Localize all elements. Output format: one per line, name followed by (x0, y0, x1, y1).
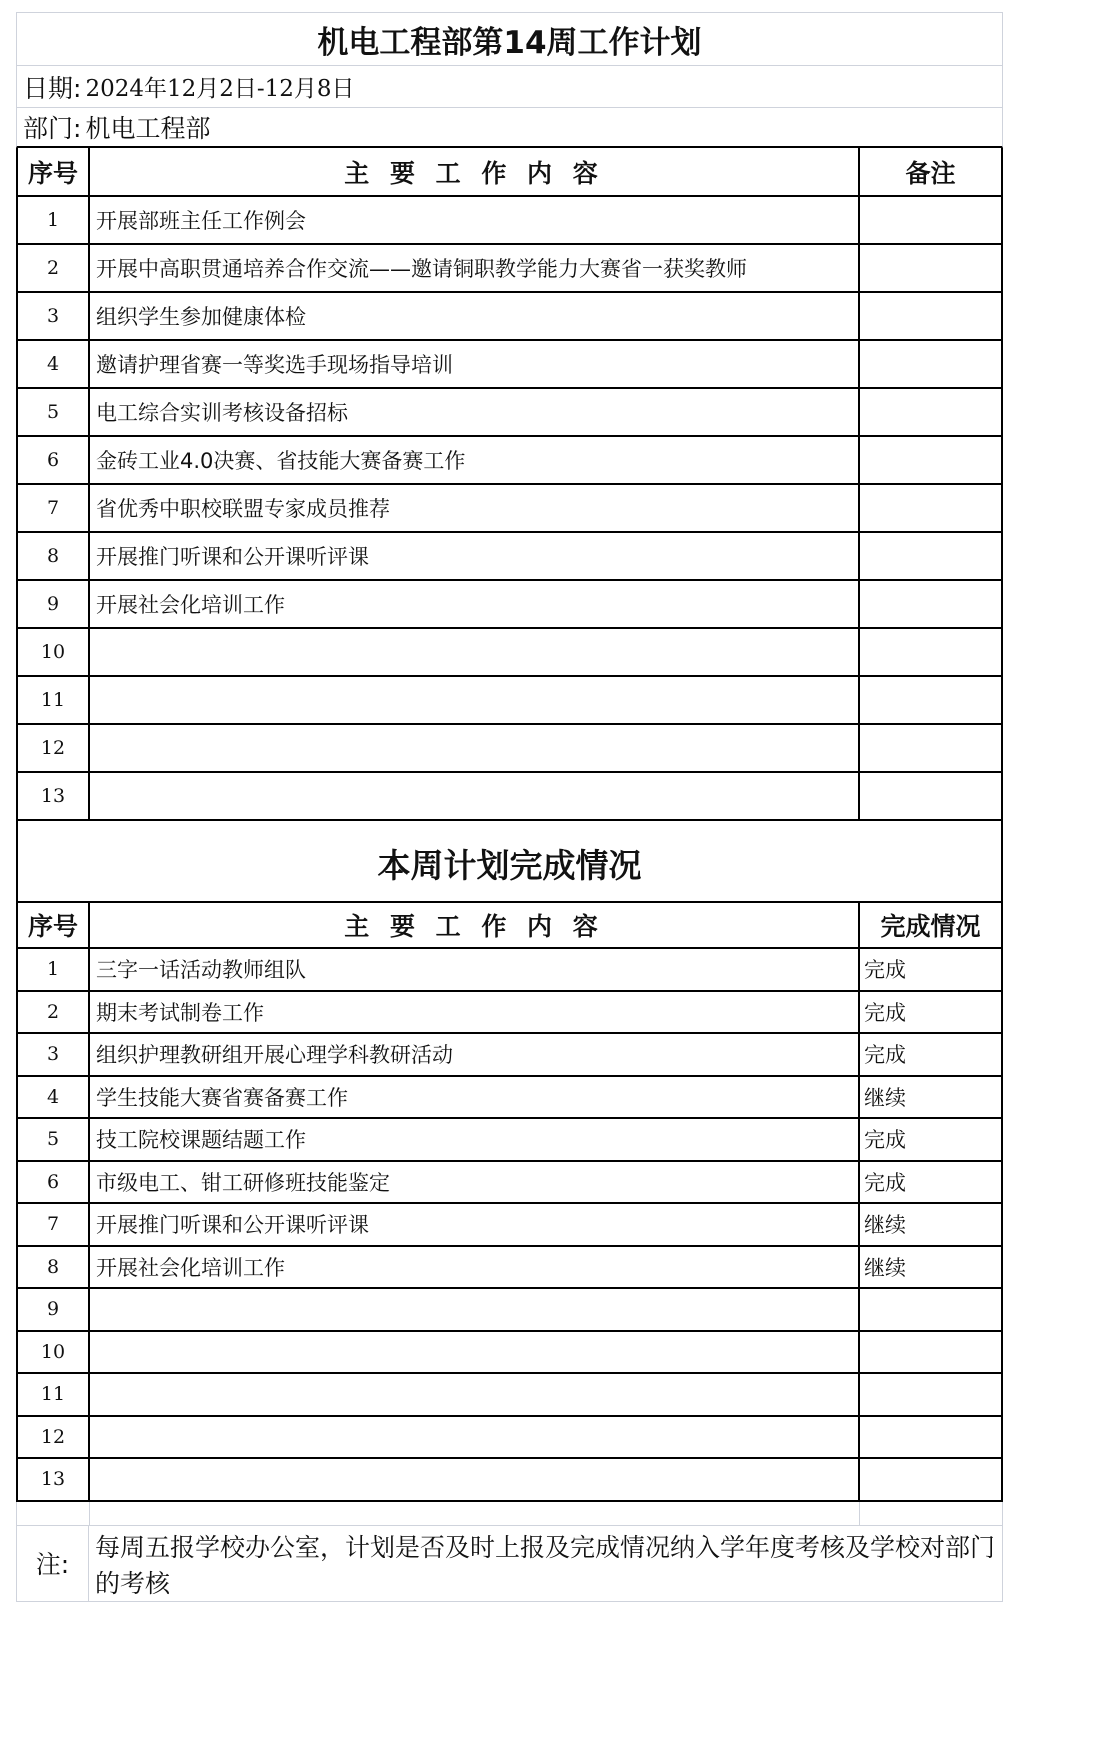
completion-row-content (90, 1289, 860, 1330)
completion-row-no: 13 (18, 1459, 90, 1500)
plan-row-no: 6 (18, 437, 90, 483)
completion-row-no: 6 (18, 1162, 90, 1203)
plan-row-no: 1 (18, 197, 90, 243)
plan-row-no: 10 (18, 629, 90, 675)
date-value: 2024年12月2日-12月8日 (85, 76, 355, 102)
plan-row (16, 629, 1003, 677)
completion-row-no: 11 (18, 1374, 90, 1415)
plan-row-remark (860, 725, 1001, 771)
plan-row (16, 677, 1003, 725)
plan-row-remark (860, 533, 1001, 579)
completion-row-status: 完成 (864, 958, 906, 983)
completion-row-no: 2 (18, 992, 90, 1033)
plan-row-remark (860, 341, 1001, 387)
completion-row-no: 7 (18, 1204, 90, 1245)
plan-row-remark (860, 389, 1001, 435)
completion-row-content (90, 1417, 860, 1458)
plan-row-remark (860, 293, 1001, 339)
completion-row-content: 开展推门听课和公开课听评课 (90, 1204, 860, 1245)
completion-row (16, 1459, 1003, 1502)
completion-row-content: 开展社会化培训工作 (90, 1247, 860, 1288)
note-row (16, 1526, 1003, 1602)
completion-row-content: 组织护理教研组开展心理学科教研活动 (90, 1034, 860, 1075)
plan-row-no: 12 (18, 725, 90, 771)
completion-header-row (16, 903, 1003, 949)
dept-row (16, 108, 1003, 148)
plan-row-remark (860, 629, 1001, 675)
completion-row (16, 992, 1003, 1035)
completion-row (16, 1247, 1003, 1290)
completion-row-status: 完成 (864, 1128, 906, 1153)
completion-row-no: 10 (18, 1332, 90, 1373)
plan-row-content: 开展社会化培训工作 (90, 581, 860, 627)
plan-row-content: 开展部班主任工作例会 (90, 197, 860, 243)
completion-row (16, 1374, 1003, 1417)
plan-row (16, 581, 1003, 629)
completion-title: 本周计划完成情况 (16, 821, 1003, 903)
plan-header-no: 序号 (18, 148, 90, 195)
plan-row-remark (860, 773, 1001, 819)
plan-row-remark (860, 245, 1001, 291)
completion-row-no: 8 (18, 1247, 90, 1288)
plan-row-no: 13 (18, 773, 90, 819)
completion-row-content (90, 1459, 860, 1500)
plan-row (16, 341, 1003, 389)
completion-row-content: 学生技能大赛省赛备赛工作 (90, 1077, 860, 1118)
plan-row-remark (860, 581, 1001, 627)
plan-row (16, 197, 1003, 245)
completion-row-status: 完成 (864, 1043, 906, 1068)
plan-row-no: 5 (18, 389, 90, 435)
plan-header-row (16, 148, 1003, 197)
completion-header-content: 主 要 工 作 内 容 (90, 903, 860, 947)
completion-row-no: 9 (18, 1289, 90, 1330)
plan-row-content (90, 773, 860, 819)
dept-value: 机电工程部 (85, 114, 211, 143)
plan-row-content (90, 725, 860, 771)
completion-row-no: 1 (18, 949, 90, 990)
completion-row-status (860, 1289, 1001, 1330)
note-label: 注: (17, 1526, 89, 1601)
plan-row (16, 533, 1003, 581)
plan-row-content: 开展中高职贯通培养合作交流——邀请铜职教学能力大赛省一获奖教师 (90, 245, 860, 291)
plan-row-content: 组织学生参加健康体检 (90, 293, 860, 339)
plan-row-content: 金砖工业4.0决赛、省技能大赛备赛工作 (90, 437, 860, 483)
completion-row (16, 1162, 1003, 1205)
completion-row (16, 1332, 1003, 1375)
plan-row-content: 电工综合实训考核设备招标 (90, 389, 860, 435)
plan-row-content: 邀请护理省赛一等奖选手现场指导培训 (90, 341, 860, 387)
completion-row (16, 1204, 1003, 1247)
completion-row-no: 4 (18, 1077, 90, 1118)
completion-row-status: 继续 (864, 1255, 906, 1280)
plan-row-no: 4 (18, 341, 90, 387)
completion-row-content (90, 1332, 860, 1373)
completion-table-body (16, 949, 1003, 1502)
completion-row-status (860, 1374, 1001, 1415)
completion-row-no: 3 (18, 1034, 90, 1075)
plan-row-remark (860, 437, 1001, 483)
note-text: 每周五报学校办公室，计划是否及时上报及完成情况纳入学年度考核及学校对部门的考核 (95, 1532, 996, 1598)
completion-row-status: 继续 (864, 1085, 906, 1110)
plan-row (16, 485, 1003, 533)
completion-header-status: 完成情况 (880, 912, 981, 941)
completion-row-content: 技工院校课题结题工作 (90, 1119, 860, 1160)
plan-row-content: 省优秀中职校联盟专家成员推荐 (90, 485, 860, 531)
date-row (16, 66, 1003, 108)
plan-row (16, 293, 1003, 341)
plan-title: 机电工程部第14周工作计划 (16, 12, 1003, 66)
completion-row-status (860, 1417, 1001, 1458)
plan-row-no: 3 (18, 293, 90, 339)
plan-header-content: 主 要 工 作 内 容 (90, 148, 860, 195)
plan-row-no: 11 (18, 677, 90, 723)
completion-row-no: 12 (18, 1417, 90, 1458)
plan-row-content: 开展推门听课和公开课听评课 (90, 533, 860, 579)
completion-row-no: 5 (18, 1119, 90, 1160)
completion-row-status: 完成 (864, 1000, 906, 1025)
dept-label: 部门: (23, 114, 82, 143)
completion-row-content: 三字一话活动教师组队 (90, 949, 860, 990)
plan-row-remark (860, 677, 1001, 723)
plan-row (16, 725, 1003, 773)
completion-row (16, 1034, 1003, 1077)
completion-row-content: 期末考试制卷工作 (90, 992, 860, 1033)
completion-row-status: 继续 (864, 1213, 906, 1238)
plan-row-remark (860, 197, 1001, 243)
plan-row-content (90, 677, 860, 723)
completion-row-status: 完成 (864, 1170, 906, 1195)
plan-row-remark (860, 485, 1001, 531)
completion-row (16, 1289, 1003, 1332)
completion-row-content (90, 1374, 860, 1415)
plan-row-no: 9 (18, 581, 90, 627)
plan-header-remark: 备注 (905, 158, 956, 188)
completion-row-status (860, 1459, 1001, 1500)
plan-row (16, 389, 1003, 437)
plan-row-no: 7 (18, 485, 90, 531)
completion-row (16, 949, 1003, 992)
spacer-row (16, 1502, 1003, 1526)
plan-table-body (16, 197, 1003, 821)
completion-row (16, 1119, 1003, 1162)
plan-row (16, 773, 1003, 821)
completion-row-content: 市级电工、钳工研修班技能鉴定 (90, 1162, 860, 1203)
plan-row (16, 245, 1003, 293)
plan-row-no: 8 (18, 533, 90, 579)
plan-row-no: 2 (18, 245, 90, 291)
plan-row (16, 437, 1003, 485)
completion-row (16, 1417, 1003, 1460)
work-plan-sheet (16, 12, 1003, 1602)
plan-row-content (90, 629, 860, 675)
completion-row-status (860, 1332, 1001, 1373)
date-label: 日期: (23, 73, 82, 103)
completion-row (16, 1077, 1003, 1120)
completion-header-no: 序号 (18, 903, 90, 947)
